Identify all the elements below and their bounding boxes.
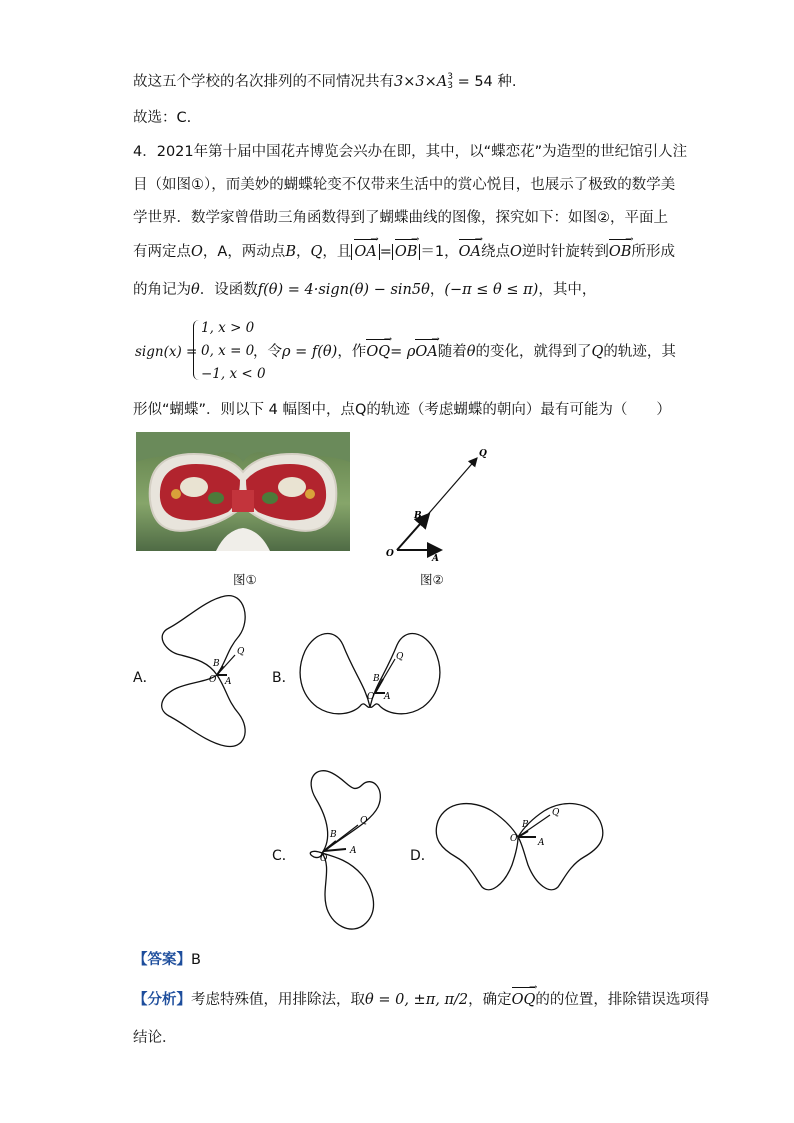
text-fragment: ，作 (337, 344, 367, 360)
vector-ob: OB → (609, 242, 632, 262)
label-a: A (350, 846, 357, 856)
label-o: O (386, 549, 394, 559)
text-fragment: ，两动点 (227, 244, 286, 260)
label-o: O (320, 854, 328, 864)
label-b: B (373, 674, 380, 684)
label-o: O (367, 692, 375, 702)
perm-subscript: 3 (447, 81, 453, 91)
answer-value: B (191, 952, 201, 968)
theta: θ (191, 282, 200, 298)
text-fragment: 绕点 (481, 244, 511, 260)
label-a: A (538, 838, 545, 848)
option-d-curve (432, 795, 614, 895)
sign-lhs (135, 342, 197, 362)
analysis-tag: 【分析】 (133, 992, 191, 1008)
option-d-label: D． (410, 848, 435, 864)
vector-oq: OQ → (512, 990, 536, 1010)
option-a-curve (155, 590, 255, 752)
label-o: O (209, 675, 217, 685)
answer-line (133, 950, 201, 970)
label-q: Q (360, 816, 368, 826)
text-fragment: ．设函数 (199, 282, 258, 298)
question-line-3: 学世界．数学家曾借助三角函数得到了蝴蝶曲线的图像，探究如下：如图②，平面上 (133, 210, 668, 226)
point-q: Q (310, 244, 323, 260)
butterfly-pavilion-photo (136, 432, 350, 551)
vector-oq: OQ → (366, 342, 390, 362)
text-fragment: 考虑特殊值，用排除法，取 (191, 992, 365, 1008)
question-line-1: 4．2021年第十届中国花卉博览会兴办在即，其中，以“蝶恋花”为造型的世纪馆引人注 (133, 144, 688, 160)
point-b: B (285, 244, 296, 260)
label-o: O (510, 834, 518, 844)
option-b-label: B． (272, 670, 296, 686)
label-b: B (522, 820, 529, 830)
point-o: O (191, 244, 203, 260)
answer-tag: 【答案】 (133, 952, 191, 968)
case-zero: 0, x = 0 (201, 343, 255, 359)
text-fragment: ，确定 (468, 992, 512, 1008)
question-line-2: 目（如图①），而美妙的蝴蝶轮变不仅带来生活中的赏心悦目，也展示了极致的数学美 (133, 177, 676, 193)
text-fragment: ＝1， (420, 244, 459, 260)
abs-ob: OB → (392, 244, 421, 260)
text-fragment: ， (429, 282, 445, 298)
sign-lhs-text: sign(x) = (135, 344, 198, 360)
sign-tail: ，令ρ = f(θ)，作OQ →= ρOA →随着θ的变化，就得到了Q的轨迹，其 (253, 342, 676, 362)
text-fragment: 逆时针旋转到 (521, 244, 609, 260)
question-line-5 (133, 280, 596, 300)
label-b: B (414, 511, 422, 521)
theta-range: (−π ≤ θ ≤ π) (444, 282, 539, 298)
analysis-line-1 (133, 990, 709, 1010)
text-fragment: ，令 (253, 344, 282, 360)
function-def: f(θ) = 4·sign(θ) − sin5θ (257, 282, 430, 298)
label-b: B (330, 830, 337, 840)
label-a: A (432, 554, 439, 564)
solution-text: 故这五个学校的名次排列的不同情况共有 (133, 74, 394, 90)
option-b-curve (295, 625, 445, 717)
special-values: θ = 0, ±π, π/2 (365, 992, 469, 1008)
text-fragment: ， (295, 244, 311, 260)
figure-1-caption: 图① (233, 572, 257, 587)
abs-oa: OA → (351, 244, 379, 260)
label-b: B (213, 659, 220, 669)
text-fragment: 的的位置，排除错误选项得 (535, 992, 710, 1008)
vector-oa: OA → (415, 342, 437, 362)
text-fragment: ，其中， (538, 282, 597, 298)
label-q: Q (237, 647, 245, 657)
option-c-curve (292, 765, 392, 935)
question-line-4: 有两定点O，A，两动点B，Q，且 OA → = OB → ＝1，OA →绕点O逆时针旋转到OB →所形成 (133, 242, 675, 262)
choose-line: 故选：C. (133, 110, 192, 126)
case-positive: 1, x > 0 (201, 320, 255, 336)
label-q: Q (552, 808, 560, 818)
rho-def: ρ = f(θ) (282, 344, 338, 360)
figure-2-vector-diagram (383, 440, 493, 565)
case-negative: −1, x < 0 (201, 366, 266, 382)
option-c-label: C． (272, 848, 296, 864)
text-fragment: 的角记为 (133, 282, 191, 298)
analysis-line-2: 结论． (133, 1030, 177, 1046)
text-fragment: 随着 (437, 344, 467, 360)
text-fragment: ，且 (322, 244, 352, 260)
label-a: A (384, 692, 391, 702)
question-line-7: 形似“蝴蝶”．则以下 4 幅图中，点Q的轨迹（考虑蝴蝶的朝向）最有可能为（ ） (133, 402, 671, 418)
vector-ob-line (397, 514, 429, 550)
figure-2-caption: 图② (420, 572, 444, 587)
vector-oa: OA → (459, 242, 481, 262)
text-fragment: ， (202, 244, 218, 260)
perm-superscript: 3 (447, 72, 453, 82)
solution-result: = 54 种. (452, 74, 517, 90)
option-a-label: A． (133, 670, 157, 686)
text-fragment: 所形成 (631, 244, 675, 260)
solution-expr: 3×3×A (394, 74, 448, 90)
text-fragment: 的变化，就得到了 (475, 344, 592, 360)
text-fragment: 的轨迹，其 (603, 344, 676, 360)
text-fragment: = ρ (390, 344, 416, 360)
label-q: Q (396, 652, 404, 662)
point-a: A (217, 244, 228, 260)
label-a: A (225, 677, 232, 687)
label-q: Q (479, 449, 487, 459)
text-fragment: 有两定点 (133, 244, 191, 260)
solution-line (133, 72, 517, 92)
